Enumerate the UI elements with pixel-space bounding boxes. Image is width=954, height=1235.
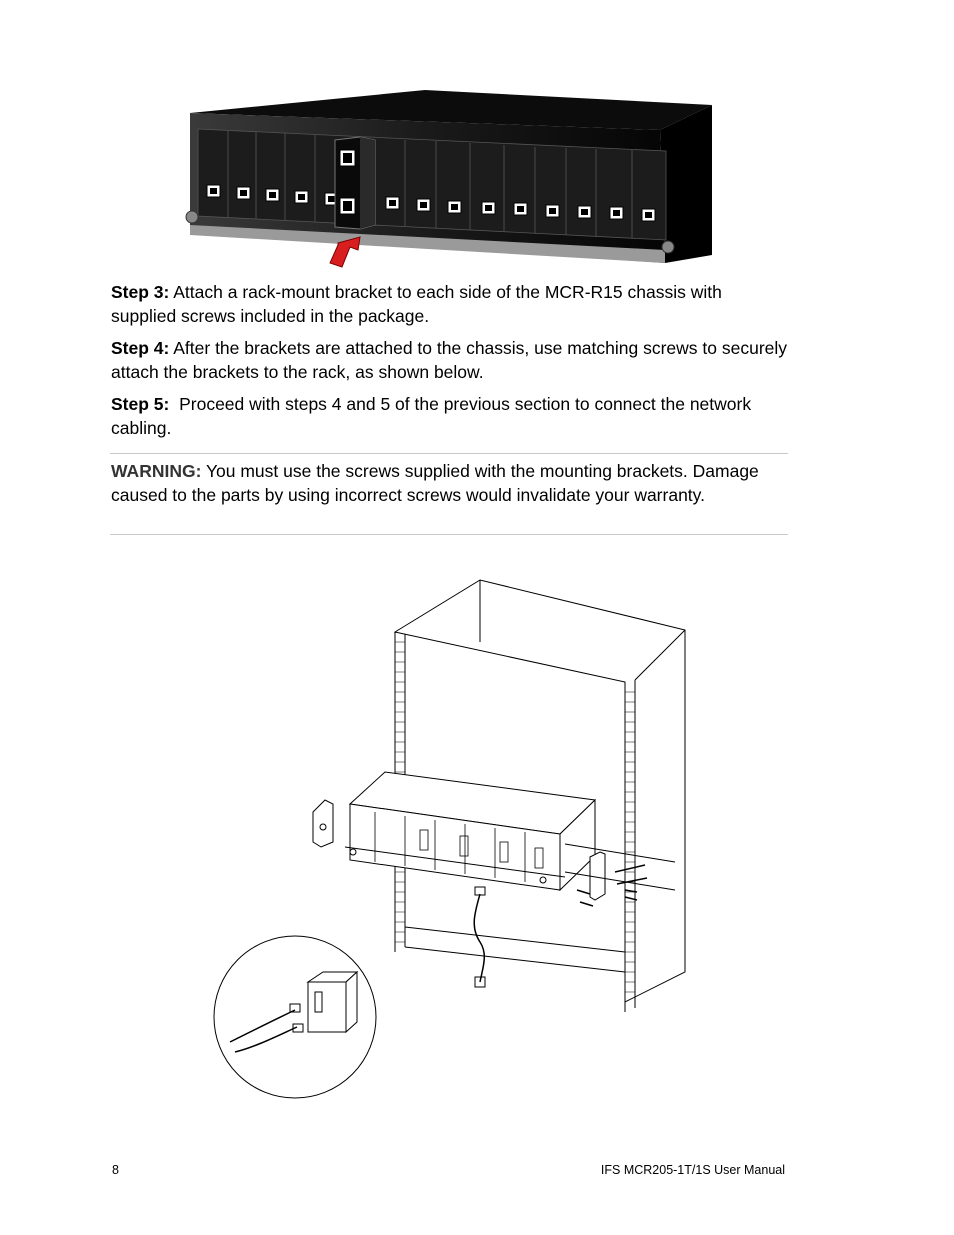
chassis-illustration — [180, 85, 720, 270]
step-5-text: Proceed with steps 4 and 5 of the previous section to connect the network cabling. — [111, 394, 756, 438]
manual-title: IFS MCR205-1T/1S User Manual — [600, 1163, 785, 1177]
step-5 — [111, 392, 791, 440]
step-4-text: After the brackets are attached to the chassis, use matching screws to securely attach the brackets to the rack, as shown below. — [111, 338, 788, 382]
warning-box — [110, 453, 788, 535]
warning-body: You must use the screws supplied with the mounting brackets. Damage caused to the parts by using incorrect screws would invalidate your warranty. — [111, 461, 759, 505]
step-4 — [111, 336, 791, 384]
rack-mount-diagram — [205, 572, 695, 1107]
warning-text — [111, 459, 787, 507]
warning-label: WARNING: — [111, 461, 202, 481]
page-number: 8 — [112, 1163, 119, 1177]
step-3-text: Attach a rack-mount bracket to each side of the MCR-R15 chassis with supplied screws included in the package. — [111, 282, 722, 326]
step-5-label: Step 5: — [111, 394, 170, 414]
step-3 — [111, 280, 791, 328]
step-4-label: Step 4: — [111, 338, 170, 358]
step-3-label: Step 3: — [111, 282, 170, 302]
